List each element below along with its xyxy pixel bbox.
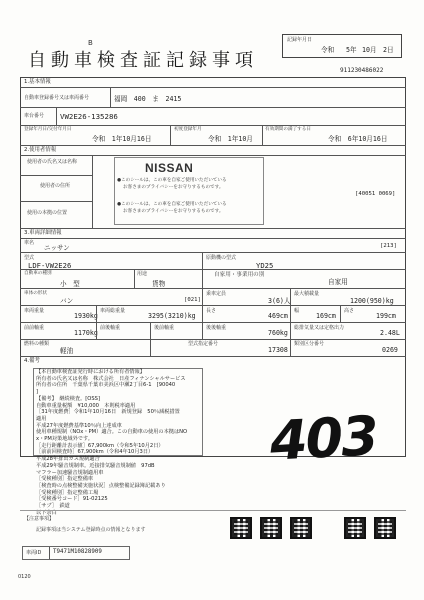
type-designation-label: 型式指定番号 — [188, 341, 219, 347]
issue-era: 令和 — [321, 46, 335, 54]
model-value: LDF-VW2E26 — [28, 261, 72, 270]
bullet-icon: ● — [117, 178, 122, 183]
front-rear-axle-label: 前後軸重 — [100, 325, 121, 331]
width-label: 幅 — [294, 308, 300, 314]
gross-weight-label: 車両総重量 — [100, 308, 126, 314]
class-number-value: 0269 — [382, 346, 398, 354]
privacy-notice-2b: お客さまのプライバシーをお守りするものです。 — [123, 209, 224, 214]
remark-line: 所有者の住所 千葉県千葉市美浜区中瀬2丁目6-1 [90040 — [36, 382, 176, 389]
remark-line: 【備考】 継続検査。[OSS] — [36, 395, 100, 402]
issue-date-box — [282, 34, 402, 58]
user-section-title: 2.使用者情報 — [24, 147, 57, 153]
document-title: 自動車検査証記録事項 — [28, 50, 258, 71]
remark-line: マフラー加速騒音規制適用車 — [36, 469, 104, 476]
privacy-notice-1b: お客さまのプライバシーをお守りするものです。 — [123, 185, 224, 190]
page-code: 0120 — [18, 574, 31, 580]
front-front-axle-value: 1170kg — [74, 329, 98, 337]
gross-weight-value: 3295(3210)kg — [148, 312, 196, 320]
first-reg-date: 令和 1年10月16日 — [92, 135, 152, 143]
handwritten-number: 403 — [268, 404, 379, 473]
remark-line: 自動車重量税額 ¥10,000 本則税率適用 — [36, 402, 136, 409]
remark-line: ［検査時の点検整備実施状況］点検整備記録簿記載あり — [36, 482, 166, 489]
remark-line: ［サブ］ 鉄道 — [36, 503, 70, 509]
privacy-notice-1a: ●このシールは、この車を自家ご使用いただいている — [117, 178, 227, 183]
privacy-seal — [114, 157, 264, 225]
weight-value: 1930kg — [74, 312, 98, 320]
maxload-label: 最大積載量 — [294, 291, 320, 297]
use-value: 貨物 — [152, 280, 166, 288]
remark-line: ［受検種別］指定整備車 — [36, 476, 94, 483]
registration-label: 自動車登録番号又は車両番号 — [24, 95, 90, 101]
remark-line: ［前前回検査時］67,900km（令和4年10月3日） — [36, 449, 154, 456]
vehicle-id-label: 車両ID — [26, 550, 42, 556]
document-number: 911230486022 — [340, 67, 384, 74]
remark-line: 【本自動車検査証発行時における所有者情報】 — [36, 369, 145, 375]
remark-line: ［受検番号コード］91-02125 — [36, 496, 108, 503]
remark-line: x・PM対策地域外です。 — [36, 436, 93, 442]
shape-label: 車体の形状 — [24, 291, 47, 296]
bullet-icon: ● — [117, 202, 122, 207]
qr-code-icon — [374, 517, 396, 539]
class-number-label: 類別区分番号 — [294, 341, 325, 347]
purpose-label: 自家用・事業用の別 — [214, 272, 265, 278]
user-name-label: 使用者の氏名又は名称 — [27, 159, 78, 165]
chassis-label: 車台番号 — [24, 113, 45, 119]
issue-date-label: 記録年月日 — [287, 37, 313, 43]
length-label: 長さ — [206, 308, 217, 314]
vehicle-section-title: 3.車両詳細情報 — [24, 230, 62, 236]
remark-line: 所有者の氏名又は名称 株式会社 日産フィナンシャルサービス — [36, 375, 186, 382]
qr-code-icon — [230, 517, 252, 539]
engine-label: 原動機の型式 — [206, 255, 237, 261]
remark-line: 以下余白 — [36, 509, 57, 516]
initial-reg-label: 初度登録年月 — [174, 127, 202, 132]
displacement-value: 2.48L — [380, 329, 400, 337]
purpose-value: 自家用 — [328, 278, 348, 286]
registration-number: 福岡 400 ま 2415 — [114, 95, 182, 103]
use-label: 用途 — [137, 271, 148, 277]
shape-value: バン — [60, 297, 74, 305]
user-address-label: 使用者の住所 — [40, 183, 71, 189]
rear-rear-axle-value: 760kg — [268, 329, 288, 337]
seal-code: [40051 0069] — [355, 191, 396, 197]
remark-line: 平成27年度燃費基準10％向上達成車 — [36, 422, 122, 429]
capacity-label: 乗車定員 — [206, 291, 227, 297]
remark-line: ［受検種別］指定整備工場 — [36, 489, 99, 496]
make-value: ニッサン — [44, 244, 70, 252]
rear-rear-axle-label: 後後軸重 — [206, 325, 227, 331]
make-label: 車名 — [24, 240, 35, 246]
front-front-axle-label: 前前軸重 — [24, 325, 45, 331]
notice-text: 記録事項は当システム登録時点の情報となります — [36, 527, 146, 533]
type-designation-value: 17308 — [268, 346, 288, 354]
privacy-notice-2a: ●このシールは、この車を自家ご使用いただいている — [117, 202, 227, 207]
remark-line: ] — [36, 389, 39, 396]
issue-year: 5年 — [346, 46, 357, 54]
initial-reg-month: 令和 1年10月 — [208, 135, 253, 143]
model-label: 型式 — [24, 255, 35, 261]
issue-day: 2日 — [383, 46, 394, 54]
width-value: 169cm — [316, 312, 336, 320]
issue-month: 10月 — [362, 46, 377, 54]
nissan-logo: NISSAN — [145, 161, 194, 175]
expiry-date: 令和 6年10月16日 — [328, 135, 388, 143]
vehicle-type-label: 自動車の種別 — [24, 271, 52, 276]
remark-line: 適用 — [36, 415, 47, 422]
remark-line: 平成28年排出ガス規制適合 — [36, 456, 100, 463]
remark-line: 使用車種規制（NOx・PM）適合。この自動車の使用の本拠はNO — [36, 429, 188, 436]
vehicle-id-value: T9471M10828909 — [53, 549, 102, 555]
engine-value: YD25 — [256, 261, 274, 270]
displacement-label: 総排気量又は定格出力 — [294, 325, 345, 331]
basic-section-title: 1.基本情報 — [24, 79, 51, 85]
remark-line: 平成29年騒音規制車。近接排気騒音規制値 97dB — [36, 462, 155, 469]
maxload-value: 1200(950)kg — [350, 297, 394, 305]
vehicle-id-box — [22, 546, 130, 560]
fuel-label: 燃料の種類 — [24, 341, 50, 347]
make-code: [213] — [380, 243, 397, 249]
remark-line: ［31年度燃費］令和1年10月16日 新規登録 50％減税措置 — [36, 409, 180, 416]
capacity-value: 3(6)人 — [268, 297, 291, 305]
shape-code: [021] — [184, 297, 201, 303]
expiry-label: 有効期間の満了する日 — [265, 127, 311, 132]
length-value: 469cm — [268, 312, 288, 320]
qr-code-icon — [290, 517, 312, 539]
rear-front-axle-label: 後前軸重 — [154, 325, 175, 331]
height-label: 高さ — [344, 308, 355, 314]
first-reg-label: 登録年月日/交付年月日 — [24, 127, 72, 132]
notice-title: 【注意事項】 — [24, 516, 55, 522]
usage-base-label: 使用の本拠の位置 — [27, 210, 68, 216]
chassis-number: VW2E26-135286 — [60, 112, 118, 121]
weight-label: 車両重量 — [24, 308, 45, 314]
qr-code-icon — [344, 517, 366, 539]
vehicle-type-value: 小 型 — [60, 280, 80, 288]
fuel-value: 軽油 — [60, 347, 74, 355]
form-mark: B — [88, 39, 93, 47]
remarks-section-title: 4.備考 — [24, 358, 40, 364]
remark-line: ［走行距離計表示値］67,900km（令和5年10月2日） — [36, 442, 164, 449]
qr-code-icon — [260, 517, 282, 539]
height-value: 199cm — [376, 312, 396, 320]
